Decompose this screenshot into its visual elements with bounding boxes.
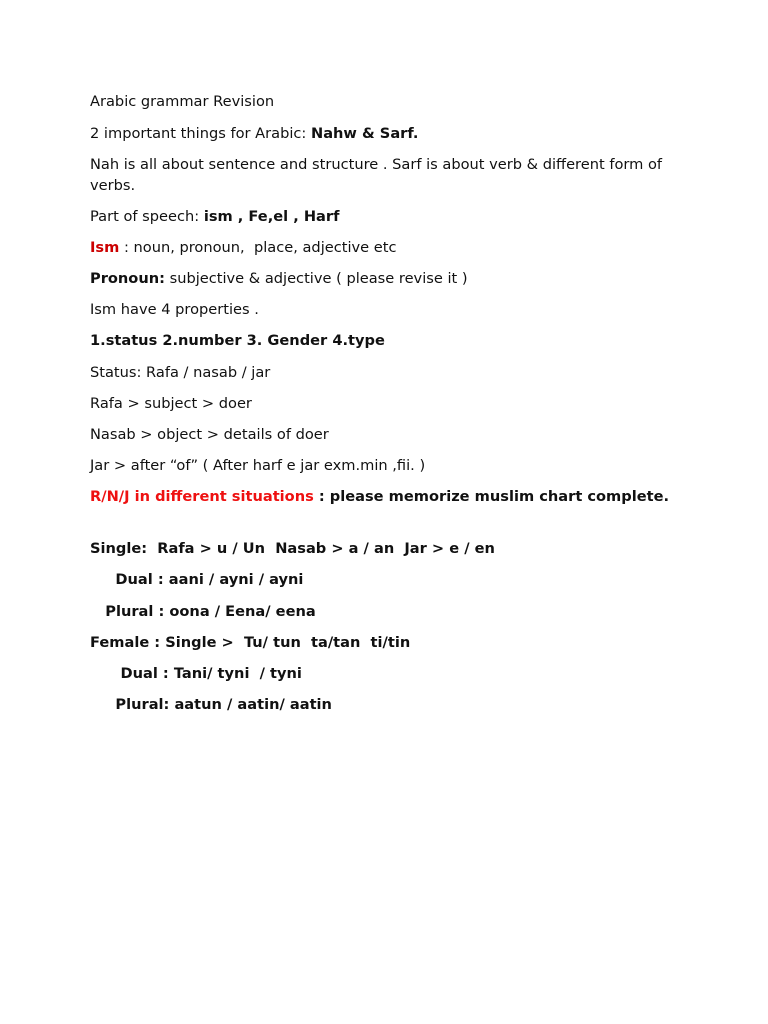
ism-definition: : noun, pronoun, place, adjective etc — [119, 239, 397, 256]
dual-endings-line: Dual : aani / ayni / ayni — [90, 571, 304, 588]
ism-label: Ism — [90, 239, 120, 256]
rnj-situations-label: R/N/J in different situations — [90, 488, 314, 505]
part-of-speech-label: Part of speech: — [90, 208, 204, 225]
ism-line — [90, 237, 680, 258]
ism-properties-line: Ism have 4 properties . — [90, 301, 259, 318]
single-endings-line: Single: Rafa > u / Un Nasab > a / an Jar > e / en — [90, 540, 495, 557]
pronoun-label: Pronoun: — [90, 270, 165, 287]
important-things-line — [90, 123, 680, 144]
status-line: Status: Rafa / nasab / jar — [90, 364, 271, 381]
female-dual-endings-line: Dual : Tani/ tyni / tyni — [90, 665, 302, 682]
nah-sarf-description: Nah is all about sentence and structure . Sarf is about verb & different form of verbs. — [90, 156, 663, 194]
rnj-instruction: : please memorize muslim chart complete. — [313, 488, 670, 505]
nasab-line: Nasab > object > details of doer — [90, 426, 329, 443]
pronoun-line — [90, 268, 680, 289]
pronoun-definition: subjective & adjective ( please revise it ) — [164, 270, 468, 287]
female-plural-endings-line: Plural: aatun / aatin/ aatin — [90, 696, 332, 713]
plural-endings-line: Plural : oona / Eena/ eena — [90, 603, 316, 620]
female-single-endings-line: Female : Single > Tu/ tun ta/tan ti/tin — [90, 634, 411, 651]
properties-list: 1.status 2.number 3. Gender 4.type — [90, 332, 385, 349]
part-of-speech-line — [90, 206, 680, 227]
rnj-situations-line — [90, 486, 680, 507]
important-things-text: 2 important things for Arabic: — [90, 125, 311, 142]
part-of-speech-values: ism , Fe,el , Harf — [203, 208, 340, 225]
nahw-sarf-text: Nahw & Sarf. — [310, 125, 419, 142]
rafa-line: Rafa > subject > doer — [90, 395, 252, 412]
doc-title: Arabic grammar Revision — [90, 93, 275, 110]
jar-line: Jar > after “of” ( After harf e jar exm.min ,fii. ) — [90, 457, 426, 474]
